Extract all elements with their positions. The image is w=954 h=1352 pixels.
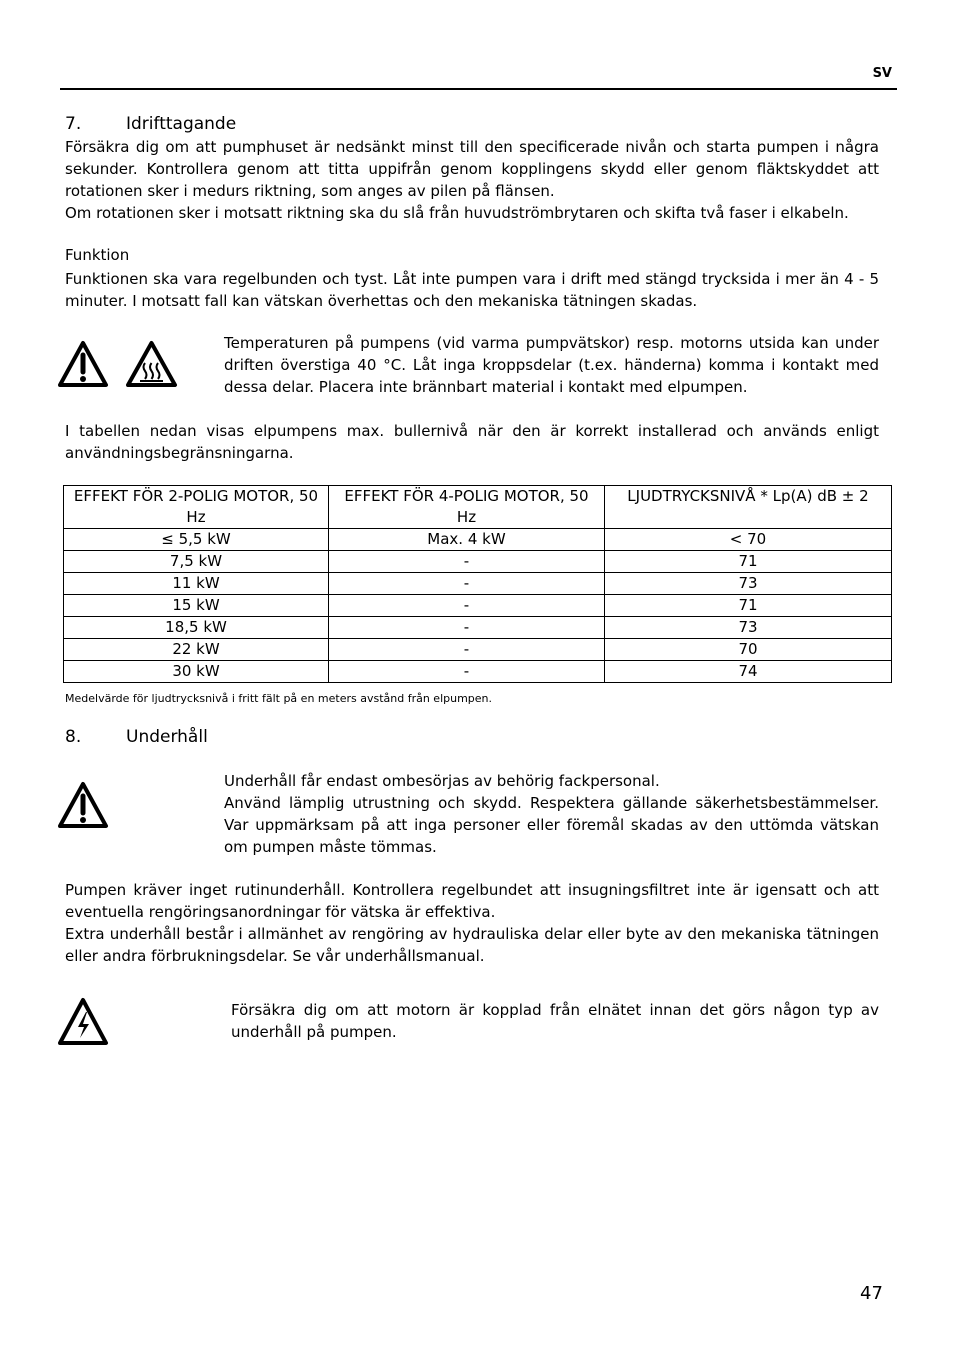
section-8-paragraph-2: Extra underhåll består i allmänhet av rengöring av hydrauliska delar eller byte av den mekaniska tätningen eller andra förbrukningsdelar. Se vår underhållsmanual. (65, 925, 879, 965)
section-8-heading (65, 727, 208, 747)
table-footnote: Medelvärde för ljudtrycksnivå i fritt fält på en meters avstånd från elpumpen. (65, 692, 493, 705)
table-cell: - (329, 595, 605, 617)
table-row (64, 639, 892, 661)
table-cell: 71 (605, 595, 892, 617)
table-cell: 30 kW (64, 661, 329, 683)
section-7-number: 7. (65, 114, 82, 134)
funktion-paragraph: Funktionen ska vara regelbunden och tyst. Låt inte pumpen vara i drift med stängd trycksida i mer än 4 - 5 minuter. I motsatt fall kan vätskan överhettas och den mekaniska tätningen skadas. (65, 270, 879, 310)
noise-intro-paragraph: I tabellen nedan visas elpumpens max. bullernivå när den är korrekt installerad och används enligt användningsbegränsningarna. (65, 422, 879, 462)
section-7-paragraph-2: Om rotationen sker i motsatt riktning ska du slå från huvudströmbrytaren och skifta två faser i elkabeln. (65, 204, 849, 222)
table-header-cell: LJUDTRYCKSNIVÅ * Lp(A) dB ± 2 (605, 486, 892, 529)
table-row (64, 595, 892, 617)
table-header-cell: EFFEKT FÖR 4-POLIG MOTOR, 50 Hz (329, 486, 605, 529)
page-number: 47 (860, 1283, 883, 1304)
section-8-number: 8. (65, 727, 82, 747)
temperature-warning-text: Temperaturen på pumpens (vid varma pumpvätskor) resp. motorns utsida kan under driften överstiga 40 °C. Låt inga kroppsdelar (t.ex. händerna) komma i kontakt med dessa delar. Placera inte brännbart material i kontakt med elpumpen. (224, 334, 879, 396)
table-cell: - (329, 639, 605, 661)
table-row (64, 551, 892, 573)
funktion-heading: Funktion (65, 246, 130, 264)
section-7-paragraph-1: Försäkra dig om att pumphuset är nedsänkt minst till den specificerade nivån och starta pumpen i några sekunder. Kontrollera genom att titta uppifrån genom kopplingens skydd eller genom fläktskyddet att rotationen sker i medurs riktning, som anges av pilen på flänsen. (65, 138, 879, 200)
table-cell: - (329, 617, 605, 639)
electric-warning-text: Försäkra dig om att motorn är kopplad från elnätet innan det görs någon typ av underhåll på pumpen. (231, 1001, 879, 1041)
table-header-row (64, 486, 892, 529)
table-cell: - (329, 573, 605, 595)
table-cell: 11 kW (64, 573, 329, 595)
table-cell: 73 (605, 573, 892, 595)
table-cell: 71 (605, 551, 892, 573)
table-cell: - (329, 551, 605, 573)
section-7-heading (65, 114, 236, 134)
table-cell: 18,5 kW (64, 617, 329, 639)
table-cell: 15 kW (64, 595, 329, 617)
table-cell: - (329, 661, 605, 683)
hot-surface-icon (125, 340, 178, 392)
table-row (64, 529, 892, 551)
table-cell: 7,5 kW (64, 551, 329, 573)
table-header-cell: EFFEKT FÖR 2-POLIG MOTOR, 50 Hz (64, 486, 329, 529)
language-code: SV (872, 66, 892, 81)
noise-table (63, 485, 892, 683)
table-row (64, 573, 892, 595)
warning-triangle-icon (57, 781, 109, 833)
section-7-title: Idrifttagande (126, 114, 237, 134)
table-cell: 22 kW (64, 639, 329, 661)
table-row (64, 617, 892, 639)
table-cell: 74 (605, 661, 892, 683)
table-cell: < 70 (605, 529, 892, 551)
table-cell: ≤ 5,5 kW (64, 529, 329, 551)
table-cell: Max. 4 kW (329, 529, 605, 551)
table-row (64, 661, 892, 683)
maintenance-warning-line-1: Underhåll får endast ombesörjas av behörig fackpersonal. (224, 772, 660, 790)
electric-hazard-icon (57, 997, 109, 1051)
header-rule (60, 88, 897, 90)
section-8-paragraph-1: Pumpen kräver inget rutinunderhåll. Kontrollera regelbundet att insugningsfiltret inte är igensatt och att eventuella rengöringsanordningar för vätska är effektiva. (65, 881, 879, 921)
maintenance-warning-line-2: Använd lämplig utrustning och skydd. Respektera gällande säkerhetsbestämmelser. Var uppmärksam på att inga personer eller föremål skadas av den uttömda vätskan om pumpen måste tömmas. (224, 794, 879, 856)
table-cell: 70 (605, 639, 892, 661)
warning-triangle-icon (57, 340, 109, 392)
section-8-title: Underhåll (126, 727, 208, 747)
table-cell: 73 (605, 617, 892, 639)
